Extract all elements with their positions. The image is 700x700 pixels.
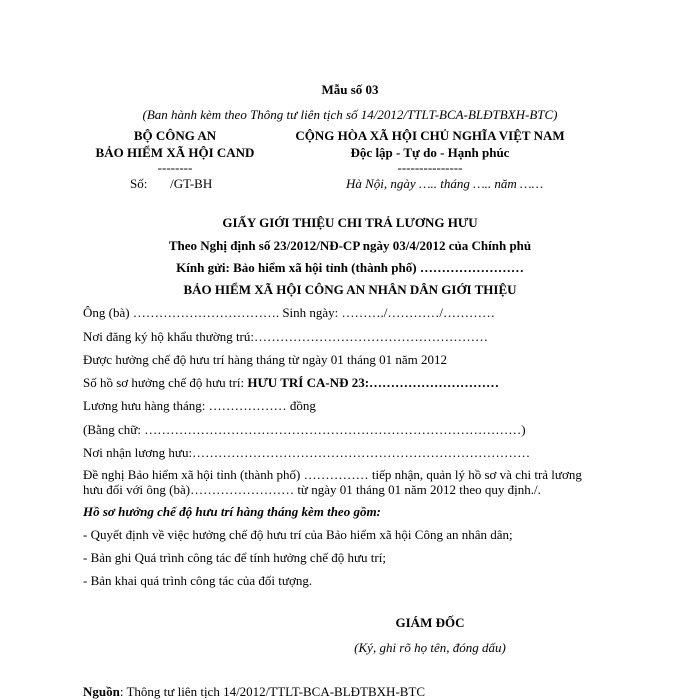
source-line: [83, 684, 425, 700]
left-rule: --------: [157, 160, 193, 175]
decree-reference: Theo Nghị định số 23/2012/NĐ-CP ngày 03/4/2012 của Chính phủ: [168, 238, 532, 253]
attachment-item: - Bản ghi Quá trình công tác để tính hưởng chế độ hưu trí;: [83, 550, 386, 565]
form-number: Mẫu số 03: [321, 82, 379, 97]
right-rule: ---------------: [397, 160, 463, 175]
amount-in-words-field: (Bằng chữ: ……………………………………………………………………………): [83, 422, 526, 437]
request-line-1: Đề nghị Bảo hiểm xã hội tỉnh (thành phố) …………… tiếp nhận, quản lý hồ sơ và chi trả lương: [83, 467, 582, 482]
monthly-salary-field: Lương hưu hàng tháng: ……………… đồng: [83, 398, 316, 413]
agency-name: BẢO HIỂM XÃ HỘI CAND: [95, 145, 255, 160]
motto: Độc lập - Tự do - Hạnh phúc: [350, 145, 510, 160]
source-label: Nguồn: [83, 684, 120, 699]
introduction-heading: BẢO HIỂM XÃ HỘI CÔNG AN NHÂN DÂN GIỚI THIỆU: [183, 282, 517, 297]
entitlement-line: Được hưởng chế độ hưu trí hàng tháng từ ngày 01 tháng 01 năm 2012: [83, 352, 447, 367]
request-line-2: hưu đối với ông (bà)…………………… từ ngày 01 tháng 01 năm 2012 theo quy định./.: [83, 482, 541, 497]
ministry-name: BỘ CÔNG AN: [133, 128, 217, 143]
document-title: GIẤY GIỚI THIỆU CHI TRẢ LƯƠNG HƯU: [222, 215, 478, 230]
document-number: Số: /GT-BH: [130, 176, 213, 191]
source-text: : Thông tư liên tịch 14/2012/TTLT-BCA-BLĐTBXH-BTC: [119, 684, 426, 699]
date-line: Hà Nội, ngày ….. tháng ….. năm ……: [346, 176, 544, 191]
file-number-value: HƯU TRÍ CA-NĐ 23:…………………………: [247, 375, 500, 390]
signatory-title: GIÁM ĐỐC: [395, 615, 465, 630]
file-number-label: Số hồ sơ hưởng chế độ hưu trí:: [83, 375, 248, 390]
payment-place-field: Nơi nhận lương hưu:……………………………………………………………………: [83, 445, 531, 460]
country-name: CỘNG HÒA XÃ HỘI CHỦ NGHĨA VIỆT NAM: [295, 128, 565, 143]
residence-field: Nơi đăng ký hộ khẩu thường trú:………………………………………………: [83, 329, 488, 344]
file-number-field: [83, 375, 499, 391]
name-birth-field: Ông (bà) ……………………………. Sinh ngày: ………./…………/…………: [83, 305, 496, 320]
attachment-item: - Bản khai quá trình công tác của đối tượng.: [83, 573, 313, 588]
issued-note: (Ban hành kèm theo Thông tư liên tịch số 14/2012/TTLT-BCA-BLĐTBXH-BTC): [142, 107, 558, 122]
signature-note: (Ký, ghi rõ họ tên, đóng dấu): [354, 640, 506, 655]
attachments-heading: Hồ sơ hưởng chế độ hưu trí hàng tháng kèm theo gồm:: [83, 504, 381, 519]
recipient-line: Kính gửi: Bảo hiểm xã hội tỉnh (thành phố) ……………………: [176, 260, 524, 275]
attachment-item: - Quyết định về việc hưởng chế độ hưu trí của Bảo hiểm xã hội Công an nhân dân;: [83, 527, 513, 542]
